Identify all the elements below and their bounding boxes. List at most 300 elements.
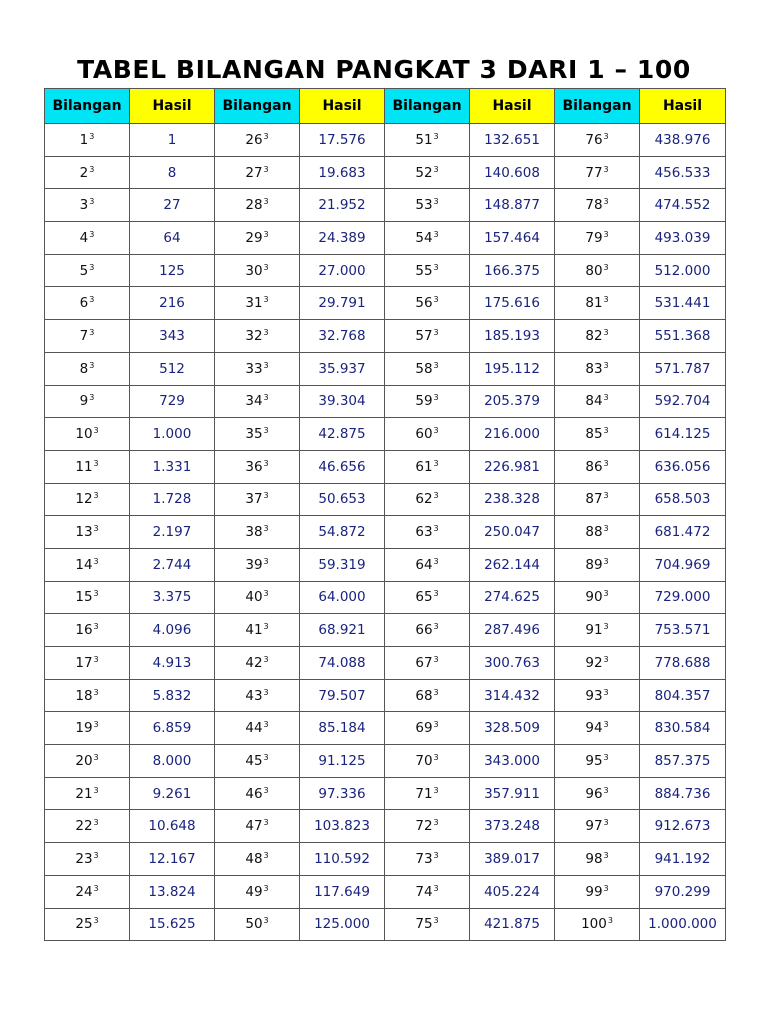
exponent: 3 <box>93 556 99 566</box>
result-cell: 68.921 <box>300 614 385 647</box>
number-base: 88 <box>585 524 603 541</box>
number-cell <box>215 124 300 157</box>
number-cell <box>45 320 130 353</box>
number-cell <box>555 679 640 712</box>
number-cell <box>555 156 640 189</box>
number-base: 81 <box>585 295 603 312</box>
exponent: 3 <box>93 883 99 893</box>
exponent: 3 <box>603 622 609 632</box>
exponent: 3 <box>603 197 609 207</box>
result-cell: 941.192 <box>640 843 726 876</box>
number-base: 5 <box>79 262 89 279</box>
result-cell: 970.299 <box>640 875 726 908</box>
exponent: 3 <box>433 458 439 468</box>
number-base: 80 <box>585 262 603 279</box>
result-cell: 27.000 <box>300 254 385 287</box>
exponent: 3 <box>607 916 613 926</box>
header-result: Hasil <box>130 89 215 124</box>
exponent: 3 <box>89 295 95 305</box>
result-cell: 74.088 <box>300 647 385 680</box>
table-row <box>45 287 726 320</box>
result-cell: 373.248 <box>470 810 555 843</box>
number-base: 2 <box>79 164 89 181</box>
number-base: 59 <box>415 393 433 410</box>
number-cell <box>215 189 300 222</box>
number-base: 90 <box>585 589 603 606</box>
exponent: 3 <box>263 262 269 272</box>
result-cell: 456.533 <box>640 156 726 189</box>
exponent: 3 <box>603 818 609 828</box>
exponent: 3 <box>433 491 439 501</box>
number-base: 53 <box>415 197 433 214</box>
exponent: 3 <box>263 164 269 174</box>
number-cell <box>215 777 300 810</box>
exponent: 3 <box>89 360 95 370</box>
header-number: Bilangan <box>215 89 300 124</box>
result-cell: 314.432 <box>470 679 555 712</box>
result-cell: 46.656 <box>300 450 385 483</box>
exponent: 3 <box>603 360 609 370</box>
number-base: 91 <box>585 622 603 639</box>
number-base: 97 <box>585 818 603 835</box>
number-cell <box>385 222 470 255</box>
number-base: 37 <box>245 491 263 508</box>
number-base: 61 <box>415 458 433 475</box>
number-cell <box>215 745 300 778</box>
number-base: 34 <box>245 393 263 410</box>
result-cell: 15.625 <box>130 908 215 941</box>
number-base: 13 <box>75 524 93 541</box>
table-row <box>45 810 726 843</box>
number-cell <box>45 810 130 843</box>
number-base: 24 <box>75 883 93 900</box>
result-cell: 50.653 <box>300 483 385 516</box>
result-cell: 10.648 <box>130 810 215 843</box>
result-cell: 216.000 <box>470 418 555 451</box>
exponent: 3 <box>89 327 95 337</box>
number-base: 1 <box>79 131 89 148</box>
exponent: 3 <box>603 589 609 599</box>
table-row <box>45 712 726 745</box>
result-cell: 19.683 <box>300 156 385 189</box>
result-cell: 493.039 <box>640 222 726 255</box>
number-cell <box>45 777 130 810</box>
number-cell <box>555 712 640 745</box>
number-base: 52 <box>415 164 433 181</box>
result-cell: 884.736 <box>640 777 726 810</box>
number-base: 72 <box>415 818 433 835</box>
header-result: Hasil <box>300 89 385 124</box>
result-cell: 17.576 <box>300 124 385 157</box>
number-cell <box>555 483 640 516</box>
number-cell <box>555 548 640 581</box>
number-base: 35 <box>245 426 263 443</box>
number-cell <box>555 745 640 778</box>
number-base: 79 <box>585 229 603 246</box>
number-cell <box>385 679 470 712</box>
exponent: 3 <box>93 850 99 860</box>
number-base: 47 <box>245 818 263 835</box>
table-row <box>45 124 726 157</box>
table-row <box>45 777 726 810</box>
result-cell: 103.823 <box>300 810 385 843</box>
exponent: 3 <box>433 164 439 174</box>
exponent: 3 <box>433 327 439 337</box>
exponent: 3 <box>433 556 439 566</box>
number-cell <box>385 320 470 353</box>
result-cell: 148.877 <box>470 189 555 222</box>
number-cell <box>385 385 470 418</box>
number-base: 36 <box>245 458 263 475</box>
result-cell: 64.000 <box>300 581 385 614</box>
number-base: 69 <box>415 720 433 737</box>
result-cell: 3.375 <box>130 581 215 614</box>
table-row <box>45 222 726 255</box>
result-cell: 175.616 <box>470 287 555 320</box>
cube-table <box>44 88 726 941</box>
number-cell <box>45 745 130 778</box>
result-cell: 1.000 <box>130 418 215 451</box>
exponent: 3 <box>433 720 439 730</box>
number-cell <box>45 287 130 320</box>
number-cell <box>45 418 130 451</box>
number-cell <box>385 908 470 941</box>
exponent: 3 <box>603 720 609 730</box>
result-cell: 1.331 <box>130 450 215 483</box>
exponent: 3 <box>93 916 99 926</box>
number-cell <box>215 548 300 581</box>
number-cell <box>45 385 130 418</box>
exponent: 3 <box>89 164 95 174</box>
result-cell: 64 <box>130 222 215 255</box>
number-base: 62 <box>415 491 433 508</box>
exponent: 3 <box>263 458 269 468</box>
result-cell: 117.649 <box>300 875 385 908</box>
table-row <box>45 647 726 680</box>
number-cell <box>215 810 300 843</box>
number-cell <box>45 352 130 385</box>
number-base: 27 <box>245 164 263 181</box>
number-cell <box>385 418 470 451</box>
exponent: 3 <box>263 556 269 566</box>
result-cell: 35.937 <box>300 352 385 385</box>
exponent: 3 <box>263 654 269 664</box>
number-cell <box>215 450 300 483</box>
exponent: 3 <box>603 393 609 403</box>
exponent: 3 <box>433 622 439 632</box>
table-row <box>45 352 726 385</box>
number-cell <box>215 647 300 680</box>
result-cell: 125.000 <box>300 908 385 941</box>
exponent: 3 <box>603 164 609 174</box>
exponent: 3 <box>433 687 439 697</box>
result-cell: 778.688 <box>640 647 726 680</box>
result-cell: 205.379 <box>470 385 555 418</box>
number-cell <box>45 548 130 581</box>
number-cell <box>555 352 640 385</box>
number-base: 45 <box>245 752 263 769</box>
number-cell <box>45 124 130 157</box>
number-cell <box>215 352 300 385</box>
table-row <box>45 908 726 941</box>
number-cell <box>215 254 300 287</box>
exponent: 3 <box>433 131 439 141</box>
number-base: 25 <box>75 916 93 933</box>
result-cell: 474.552 <box>640 189 726 222</box>
exponent: 3 <box>433 426 439 436</box>
result-cell: 1.728 <box>130 483 215 516</box>
result-cell: 343.000 <box>470 745 555 778</box>
exponent: 3 <box>603 883 609 893</box>
number-cell <box>555 581 640 614</box>
number-base: 42 <box>245 654 263 671</box>
number-base: 54 <box>415 229 433 246</box>
number-cell <box>555 875 640 908</box>
number-cell <box>215 679 300 712</box>
number-base: 32 <box>245 327 263 344</box>
number-cell <box>555 450 640 483</box>
table-header <box>45 89 726 124</box>
exponent: 3 <box>433 654 439 664</box>
number-base: 78 <box>585 197 603 214</box>
exponent: 3 <box>93 491 99 501</box>
result-cell: 6.859 <box>130 712 215 745</box>
exponent: 3 <box>603 131 609 141</box>
exponent: 3 <box>263 720 269 730</box>
number-base: 70 <box>415 752 433 769</box>
exponent: 3 <box>93 589 99 599</box>
result-cell: 729 <box>130 385 215 418</box>
number-base: 83 <box>585 360 603 377</box>
result-cell: 132.651 <box>470 124 555 157</box>
number-cell <box>555 222 640 255</box>
exponent: 3 <box>89 131 95 141</box>
number-base: 51 <box>415 131 433 148</box>
number-base: 44 <box>245 720 263 737</box>
number-cell <box>385 483 470 516</box>
number-cell <box>215 483 300 516</box>
number-base: 57 <box>415 327 433 344</box>
header-result: Hasil <box>640 89 726 124</box>
number-base: 96 <box>585 785 603 802</box>
number-cell <box>45 450 130 483</box>
exponent: 3 <box>263 426 269 436</box>
result-cell: 1 <box>130 124 215 157</box>
result-cell: 226.981 <box>470 450 555 483</box>
number-cell <box>385 745 470 778</box>
number-cell <box>385 614 470 647</box>
number-base: 93 <box>585 687 603 704</box>
number-base: 6 <box>79 295 89 312</box>
exponent: 3 <box>603 327 609 337</box>
result-cell: 614.125 <box>640 418 726 451</box>
exponent: 3 <box>263 589 269 599</box>
result-cell: 681.472 <box>640 516 726 549</box>
exponent: 3 <box>433 752 439 762</box>
result-cell: 729.000 <box>640 581 726 614</box>
number-cell <box>45 679 130 712</box>
exponent: 3 <box>263 327 269 337</box>
exponent: 3 <box>93 654 99 664</box>
number-base: 19 <box>75 720 93 737</box>
result-cell: 389.017 <box>470 843 555 876</box>
exponent: 3 <box>93 785 99 795</box>
result-cell: 250.047 <box>470 516 555 549</box>
exponent: 3 <box>433 589 439 599</box>
exponent: 3 <box>263 785 269 795</box>
exponent: 3 <box>603 491 609 501</box>
result-cell: 287.496 <box>470 614 555 647</box>
result-cell: 185.193 <box>470 320 555 353</box>
number-base: 71 <box>415 785 433 802</box>
exponent: 3 <box>93 720 99 730</box>
table-row <box>45 483 726 516</box>
number-cell <box>555 516 640 549</box>
number-cell <box>45 254 130 287</box>
number-cell <box>215 385 300 418</box>
number-base: 58 <box>415 360 433 377</box>
exponent: 3 <box>433 295 439 305</box>
number-base: 74 <box>415 883 433 900</box>
table-row <box>45 418 726 451</box>
table-row <box>45 843 726 876</box>
result-cell: 262.144 <box>470 548 555 581</box>
number-base: 95 <box>585 752 603 769</box>
result-cell: 125 <box>130 254 215 287</box>
result-cell: 21.952 <box>300 189 385 222</box>
table-row <box>45 320 726 353</box>
result-cell: 216 <box>130 287 215 320</box>
number-base: 76 <box>585 131 603 148</box>
result-cell: 54.872 <box>300 516 385 549</box>
number-cell <box>385 124 470 157</box>
header-row <box>45 89 726 124</box>
exponent: 3 <box>603 262 609 272</box>
result-cell: 830.584 <box>640 712 726 745</box>
result-cell: 531.441 <box>640 287 726 320</box>
number-base: 100 <box>581 916 607 933</box>
result-cell: 704.969 <box>640 548 726 581</box>
result-cell: 12.167 <box>130 843 215 876</box>
exponent: 3 <box>603 295 609 305</box>
exponent: 3 <box>89 229 95 239</box>
exponent: 3 <box>263 229 269 239</box>
exponent: 3 <box>89 393 95 403</box>
number-cell <box>385 777 470 810</box>
exponent: 3 <box>263 752 269 762</box>
result-cell: 753.571 <box>640 614 726 647</box>
number-base: 65 <box>415 589 433 606</box>
number-base: 92 <box>585 654 603 671</box>
exponent: 3 <box>263 622 269 632</box>
result-cell: 238.328 <box>470 483 555 516</box>
exponent: 3 <box>603 556 609 566</box>
exponent: 3 <box>263 687 269 697</box>
number-cell <box>555 189 640 222</box>
result-cell: 4.096 <box>130 614 215 647</box>
exponent: 3 <box>603 458 609 468</box>
table-body <box>45 124 726 941</box>
table-row <box>45 745 726 778</box>
table-row <box>45 614 726 647</box>
number-base: 49 <box>245 883 263 900</box>
result-cell: 658.503 <box>640 483 726 516</box>
number-base: 43 <box>245 687 263 704</box>
number-base: 82 <box>585 327 603 344</box>
number-cell <box>215 614 300 647</box>
number-base: 77 <box>585 164 603 181</box>
table-row <box>45 156 726 189</box>
number-cell <box>385 581 470 614</box>
number-base: 40 <box>245 589 263 606</box>
result-cell: 157.464 <box>470 222 555 255</box>
number-cell <box>385 516 470 549</box>
result-cell: 13.824 <box>130 875 215 908</box>
number-base: 3 <box>79 197 89 214</box>
exponent: 3 <box>603 850 609 860</box>
number-cell <box>385 254 470 287</box>
table-row <box>45 875 726 908</box>
exponent: 3 <box>603 229 609 239</box>
exponent: 3 <box>603 654 609 664</box>
number-base: 26 <box>245 131 263 148</box>
number-cell <box>215 222 300 255</box>
number-base: 10 <box>75 426 93 443</box>
number-base: 75 <box>415 916 433 933</box>
number-cell <box>555 647 640 680</box>
number-base: 23 <box>75 850 93 867</box>
number-base: 68 <box>415 687 433 704</box>
number-base: 73 <box>415 850 433 867</box>
table-row <box>45 385 726 418</box>
result-cell: 29.791 <box>300 287 385 320</box>
exponent: 3 <box>433 229 439 239</box>
result-cell: 85.184 <box>300 712 385 745</box>
number-base: 33 <box>245 360 263 377</box>
number-cell <box>45 156 130 189</box>
number-base: 84 <box>585 393 603 410</box>
result-cell: 166.375 <box>470 254 555 287</box>
number-cell <box>45 581 130 614</box>
number-base: 64 <box>415 556 433 573</box>
number-base: 31 <box>245 295 263 312</box>
number-cell <box>555 320 640 353</box>
exponent: 3 <box>263 295 269 305</box>
result-cell: 5.832 <box>130 679 215 712</box>
number-base: 50 <box>245 916 263 933</box>
result-cell: 636.056 <box>640 450 726 483</box>
result-cell: 2.744 <box>130 548 215 581</box>
number-cell <box>45 843 130 876</box>
exponent: 3 <box>89 262 95 272</box>
number-cell <box>385 287 470 320</box>
number-cell <box>385 843 470 876</box>
number-base: 9 <box>79 393 89 410</box>
number-base: 46 <box>245 785 263 802</box>
result-cell: 59.319 <box>300 548 385 581</box>
result-cell: 912.673 <box>640 810 726 843</box>
number-base: 11 <box>75 458 93 475</box>
exponent: 3 <box>93 752 99 762</box>
exponent: 3 <box>263 197 269 207</box>
exponent: 3 <box>89 197 95 207</box>
number-base: 30 <box>245 262 263 279</box>
header-number: Bilangan <box>45 89 130 124</box>
number-base: 7 <box>79 327 89 344</box>
number-cell <box>555 418 640 451</box>
exponent: 3 <box>263 916 269 926</box>
number-base: 66 <box>415 622 433 639</box>
